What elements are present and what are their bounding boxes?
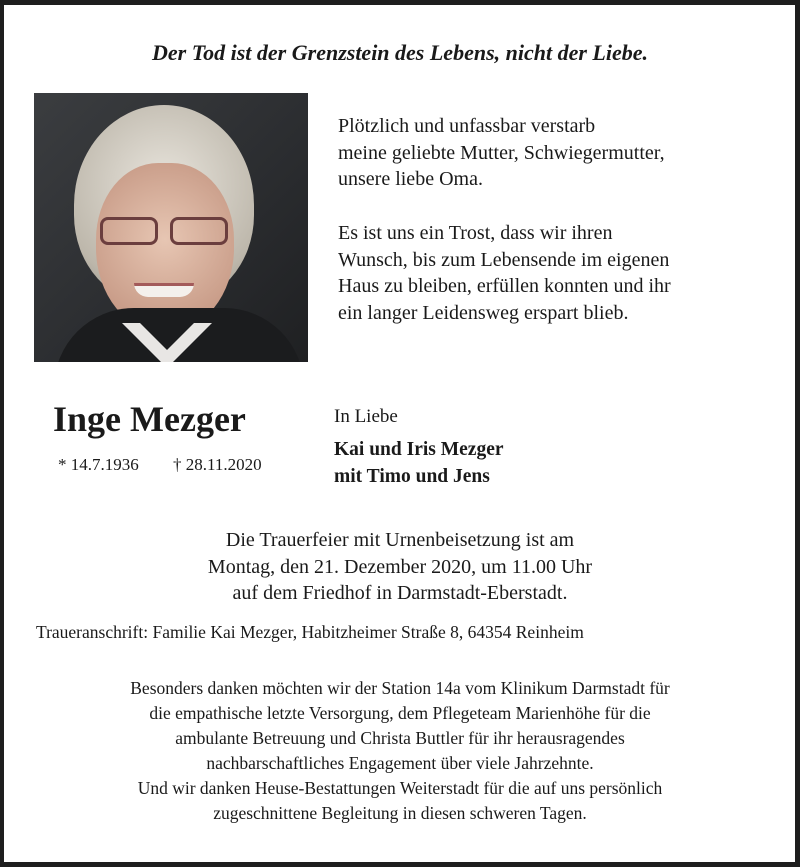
mourner-line: mit Timo und Jens [334, 466, 490, 487]
portrait-photo [34, 93, 308, 362]
quote: Der Tod ist der Grenzstein des Lebens, nicht der Liebe. [152, 40, 648, 65]
thanks-text: Besonders danken möchten wir der Station 14a vom Klinikum Darmstadt für die empathische letzte Versorgung, dem Pflegeteam Marienhöhe für die ambulante Betreuung und Christa Buttler für ihr herausragendes nachbarschaftliches Engagement über viele Jahrzehnte. Und wir danken Heuse-Bestattungen Weiterstadt für die auf uns persönlich zugeschnittene Begleitung in diesen schweren Tagen. [130, 678, 670, 823]
intro-text: Plötzlich und unfassbar verstarb meine geliebte Mutter, Schwiegermutter, unsere liebe Oma. [338, 115, 665, 190]
funeral-info: Die Trauerfeier mit Urnenbeisetzung ist am Montag, den 21. Dezember 2020, um 11.00 Uhr auf dem Friedhof in Darmstadt-Eberstadt. [207, 529, 593, 604]
comfort-text: Es ist uns ein Trost, dass wir ihren Wunsch, bis zum Lebensende im eigenen Haus zu bleiben, erfüllen konnten und ihr ein langer Leidensweg erspart blieb. [338, 222, 671, 324]
in-love-label: In Liebe [334, 406, 398, 427]
deceased-name: Inge Mezger [53, 399, 246, 439]
death-date: † 28.11.2020 [173, 455, 262, 474]
birth-date: * 14.7.1936 [58, 455, 139, 474]
mourning-address: Traueranschrift: Familie Kai Mezger, Habitzheimer Straße 8, 64354 Reinheim [36, 622, 584, 642]
mourner-line: Kai und Iris Mezger [334, 439, 504, 460]
